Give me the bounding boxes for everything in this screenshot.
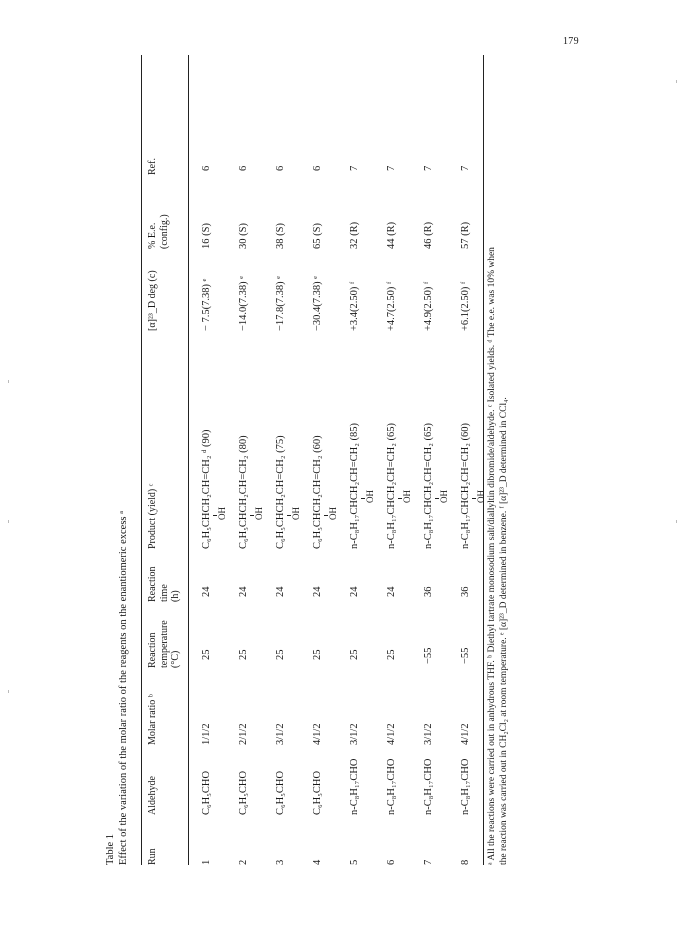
header-ee-line1: % E.e. <box>147 222 158 249</box>
cell-time: 24 <box>386 586 397 597</box>
cell-rotation: −14.0(7.38) ᵉ <box>238 276 249 331</box>
table-footnote-line2: the reaction was carried out in CH₂Cl₂ at room temperature. ᵉ [α]²³_D determined in benzene. ᶠ [α]²³_D determined in CCl₄. <box>499 397 509 865</box>
top-rule <box>141 55 142 865</box>
cell-time: 24 <box>312 586 323 597</box>
header-time-line3: (h) <box>170 590 181 602</box>
cell-ratio: 4/1/2 <box>312 723 323 745</box>
header-ref: Ref. <box>147 158 158 175</box>
cell-ratio: 3/1/2 <box>349 723 360 745</box>
cell-product-oh <box>361 490 375 503</box>
cell-rotation: +3.4(2.50) ᶠ <box>349 281 360 331</box>
cell-time: 36 <box>460 586 471 597</box>
cell-ref: 6 <box>275 165 286 171</box>
cell-aldehyde: C₆H₅CHO <box>238 770 249 815</box>
cell-time: 24 <box>275 586 286 597</box>
cell-run: 7 <box>423 859 434 865</box>
header-time-line1: Reaction <box>147 566 158 602</box>
header-ee <box>147 214 170 249</box>
cell-rotation: +6.1(2.50) ᶠ <box>460 281 471 331</box>
cell-rotation: −30.4(7.38) ᵉ <box>312 276 323 331</box>
cell-temperature: 25 <box>238 649 249 660</box>
header-rule <box>188 55 189 865</box>
header-time-line2: time <box>158 584 170 602</box>
scan-speck <box>8 520 9 523</box>
cell-temperature: 25 <box>386 649 397 660</box>
cell-run: 8 <box>460 859 471 865</box>
cell-product: C₆H₅CHCH₂CH=CH₂ ᵈ (90) <box>201 429 212 549</box>
oh-label: OH <box>254 507 264 520</box>
cell-ref: 7 <box>423 165 434 171</box>
header-temperature-line2: temperature <box>158 620 170 668</box>
cell-ee: 38 (S) <box>275 223 286 249</box>
table-label: Table 1 <box>105 833 116 865</box>
cell-product: n-C₈H₁₇CHCH₂CH=CH₂ (65) <box>423 422 434 549</box>
header-run: Run <box>147 848 158 865</box>
cell-product-oh <box>435 490 449 503</box>
cell-ratio: 3/1/2 <box>275 723 286 745</box>
oh-label: OH <box>476 490 486 503</box>
cell-ratio: 4/1/2 <box>460 723 471 745</box>
cell-time: 24 <box>349 586 360 597</box>
cell-product-oh <box>287 507 301 520</box>
cell-run: 2 <box>238 859 249 865</box>
cell-ratio: 2/1/2 <box>238 723 249 745</box>
cell-ref: 7 <box>386 165 397 171</box>
cell-product: n-C₈H₁₇CHCH₂CH=CH₂ (60) <box>460 422 471 549</box>
cell-rotation: − 7.5(7.38) ᵉ <box>201 278 212 331</box>
cell-product-oh <box>213 507 227 520</box>
cell-ratio: 4/1/2 <box>386 723 397 745</box>
cell-aldehyde: n-C₈H₁₇CHO <box>423 758 434 815</box>
cell-temperature: 25 <box>349 649 360 660</box>
cell-ee: 57 (R) <box>460 221 471 249</box>
table-title: Effect of the variation of the molar ratio of the reagents on the enantiomeric excess ᵃ <box>118 511 129 865</box>
cell-time: 36 <box>423 586 434 597</box>
cell-aldehyde: n-C₈H₁₇CHO <box>460 758 471 815</box>
cell-ratio: 1/1/2 <box>201 723 212 745</box>
scan-speck <box>8 690 9 693</box>
cell-product-oh <box>250 507 264 520</box>
cell-aldehyde: C₆H₅CHO <box>201 770 212 815</box>
bottom-rule <box>483 55 484 865</box>
header-rotation: [α]²³_D deg (c) <box>147 270 158 331</box>
cell-product-oh <box>324 507 338 520</box>
cell-run: 4 <box>312 859 323 865</box>
cell-ref: 7 <box>349 165 360 171</box>
cell-rotation: −17.8(7.38) ᵉ <box>275 276 286 331</box>
oh-label: OH <box>291 507 301 520</box>
oh-label: OH <box>365 490 375 503</box>
cell-aldehyde: n-C₈H₁₇CHO <box>349 758 360 815</box>
header-product: Product (yield) ᶜ <box>147 483 158 549</box>
cell-aldehyde: C₆H₅CHO <box>312 770 323 815</box>
oh-label: OH <box>217 507 227 520</box>
header-time <box>147 566 182 602</box>
cell-product: C₆H₅CHCH₂CH=CH₂ (80) <box>238 435 249 549</box>
page-number: 179 <box>563 36 579 47</box>
cell-temperature: 25 <box>275 649 286 660</box>
cell-aldehyde: n-C₈H₁₇CHO <box>386 758 397 815</box>
cell-ref: 7 <box>460 165 471 171</box>
cell-temperature: 25 <box>201 649 212 660</box>
cell-ee: 44 (R) <box>386 221 397 249</box>
header-molar-ratio: Molar ratio ᵇ <box>147 694 158 745</box>
cell-temperature: −55 <box>423 647 434 664</box>
cell-ref: 6 <box>238 165 249 171</box>
cell-run: 5 <box>349 859 360 865</box>
cell-ratio: 3/1/2 <box>423 723 434 745</box>
cell-product: C₆H₅CHCH₂CH=CH₂ (60) <box>312 435 323 549</box>
cell-product: C₆H₅CHCH₂CH=CH₂ (75) <box>275 435 286 549</box>
header-temperature-line1: Reaction <box>147 632 158 668</box>
cell-ee: 46 (R) <box>423 221 434 249</box>
rotated-table-block <box>105 55 510 865</box>
cell-aldehyde: C₆H₅CHO <box>275 770 286 815</box>
header-temperature-line3: (°C) <box>170 650 181 668</box>
cell-ref: 6 <box>201 165 212 171</box>
header-temperature <box>147 620 182 668</box>
cell-time: 24 <box>238 586 249 597</box>
cell-temperature: −55 <box>460 647 471 664</box>
scan-speck <box>8 380 9 383</box>
scan-speck <box>676 80 677 83</box>
cell-ee: 65 (S) <box>312 223 323 249</box>
cell-product: n-C₈H₁₇CHCH₂CH=CH₂ (65) <box>386 422 397 549</box>
cell-run: 3 <box>275 859 286 865</box>
oh-label: OH <box>439 490 449 503</box>
oh-label: OH <box>328 507 338 520</box>
oh-label: OH <box>402 490 412 503</box>
header-aldehyde: Aldehyde <box>147 776 158 815</box>
cell-time: 24 <box>201 586 212 597</box>
cell-ee: 16 (S) <box>201 223 212 249</box>
cell-ee: 30 (S) <box>238 223 249 249</box>
header-ee-line2: (config.) <box>158 214 170 249</box>
cell-ee: 32 (R) <box>349 221 360 249</box>
cell-rotation: +4.7(2.50) ᶠ <box>386 281 397 331</box>
scan-speck <box>676 520 677 523</box>
cell-product: n-C₈H₁₇CHCH₂CH=CH₂ (85) <box>349 422 360 549</box>
cell-rotation: +4.9(2.50) ᶠ <box>423 281 434 331</box>
cell-temperature: 25 <box>312 649 323 660</box>
table-footnote-line1: ᵃ All the reactions were carried out in anhydrous THF. ᵇ Diethyl tartrate monosodium salt/diallyltin dibromide/aldehyde. ᶜ Isolated yields. ᵈ The e.e. was 10% when <box>487 247 497 865</box>
cell-product-oh <box>398 490 412 503</box>
cell-ref: 6 <box>312 165 323 171</box>
cell-run: 6 <box>386 859 397 865</box>
cell-run: 1 <box>201 859 212 865</box>
